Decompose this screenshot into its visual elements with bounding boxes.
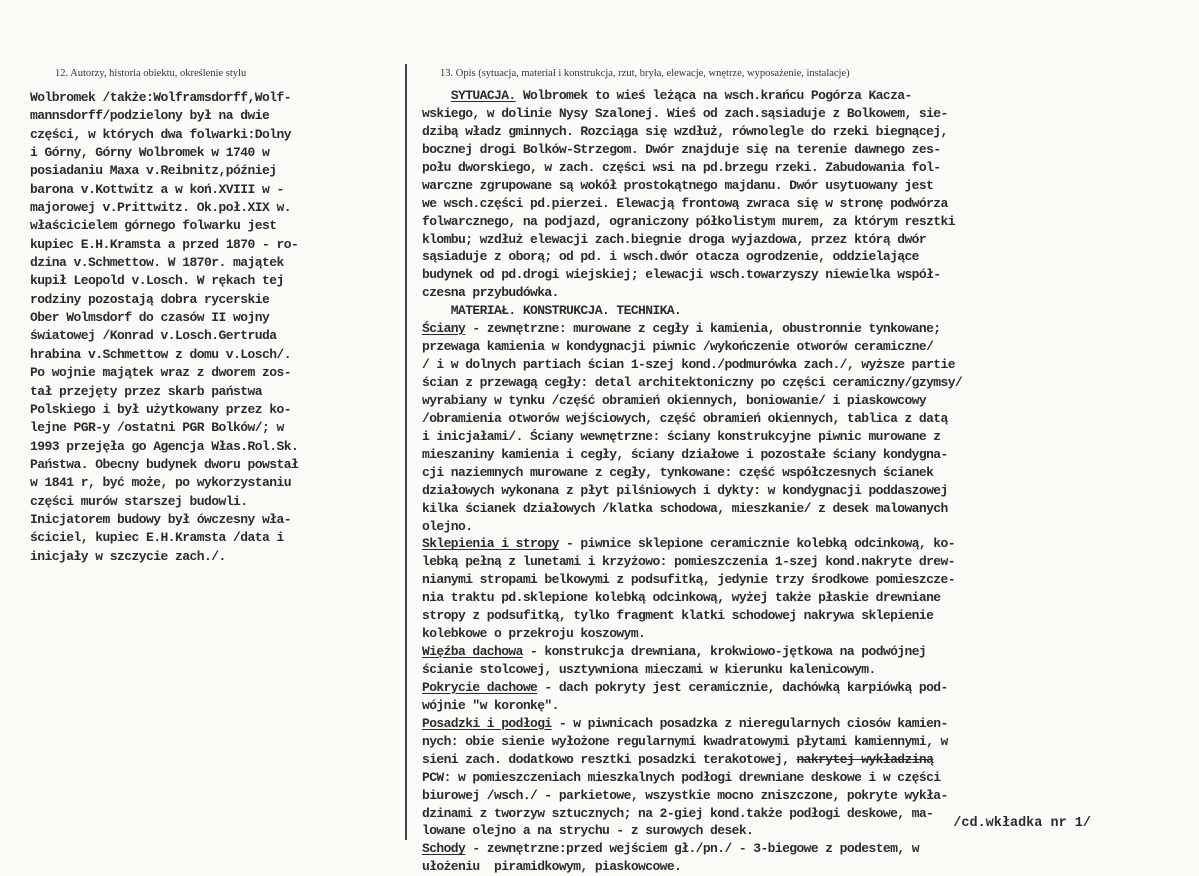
history-line: światowej /Konrad v.Losch.Gertruda	[30, 328, 277, 344]
description-line	[422, 284, 1194, 302]
text-segment: bocznej drogi Bolków-Strzegom. Dwór znajduje się na terenie dawnego zes-	[422, 141, 941, 157]
text-segment: - zewnętrzne: murowane z cegły i kamienia, obustronnie tynkowane;	[465, 321, 941, 337]
section-label: Ściany	[422, 321, 466, 337]
section-12-heading: 12. Autorzy, historia obiektu, określenie stylu	[55, 68, 247, 79]
description-line	[422, 87, 1194, 105]
text-segment: - zewnętrzne:przed wejściem gł./pn./ - 3-biegowe z podestem, w	[465, 841, 919, 857]
text-segment: cji naziemnych murowane z cegły, tynkowane: część współczesnych ścianek	[422, 464, 934, 480]
text-segment: - konstrukcja drewniana, krokwiowo-jętkowa na podwójnej	[522, 644, 927, 660]
description-line	[422, 213, 1194, 231]
history-line: mannsdorff/podzielony był na dwie	[30, 108, 270, 124]
history-line: hrabina v.Schmettow z domu v.Losch/.	[30, 346, 292, 362]
description-line	[422, 661, 1194, 679]
description-line	[422, 482, 1194, 500]
text-segment: ścianie stolcowej, usztywniona mieczami w kierunku kalenicowym.	[422, 662, 876, 677]
description-line	[422, 248, 1194, 266]
text-segment: czesna przybudówka.	[422, 285, 559, 301]
text-segment: mieszaniny kamienia i cegły, ściany działowe i pozostałe ściany kondygna-	[422, 446, 948, 462]
history-line: właścicielem górnego folwarku jest	[30, 218, 277, 234]
history-line: posiadaniu Maxa v.Reibnitz,później	[30, 163, 277, 179]
history-line: lejne PGR-y /ostatni PGR Bolków/; w	[30, 420, 284, 436]
history-line: majorowej v.Prittwitz. Ok.poł.XIX w.	[30, 200, 292, 216]
history-line: barona v.Kottwitz a w koń.XVIII w -	[30, 181, 284, 197]
text-segment: - dach pokryty jest ceramicznie, dachówką karpiówką pod-	[537, 679, 948, 695]
text-segment: wójnie "w koronkę".	[422, 697, 559, 713]
text-segment: kolebkowe o przekroju koszowym.	[422, 626, 646, 642]
history-line: i Górny, Górny Wolbromek w 1740 w	[30, 145, 270, 161]
history-line: Państwa. Obecny budynek dworu powstał	[30, 456, 299, 472]
description-line	[422, 266, 1194, 284]
description-column	[422, 87, 1194, 876]
description-line	[422, 553, 1194, 571]
history-line: Po wojnie majątek wraz z dworem zos-	[30, 365, 292, 381]
text-segment: dzinami z tworzyw sztucznych; na 2-giej kond.także podłogi deskowe, ma-	[422, 805, 934, 821]
history-line: Ober Wolmsdorf do czasów II wojny	[30, 310, 270, 326]
description-line	[422, 589, 1194, 607]
history-line: Polskiego i był użytkowany przez ko-	[30, 401, 292, 417]
description-line	[422, 535, 1194, 553]
section-label: Schody	[422, 841, 466, 857]
history-line: części, w których dwa folwarki:Dolny	[30, 126, 292, 142]
continuation-note: /cd.wkładka nr 1/	[953, 816, 1091, 831]
description-line	[422, 231, 1194, 249]
description-line	[422, 302, 1194, 320]
description-line	[422, 643, 1194, 661]
text-segment: ścian z przewagą cegły: detal architektoniczny po części ceramiczny/gzymsy/	[422, 375, 963, 390]
text-segment: budynek od pd.drogi wiejskiej; elewacji wsch.towarzyszy niewielka współ-	[422, 267, 941, 283]
text-segment: sąsiaduje z oborą; od pd. i wsch.dwór otacza ogrodzenie, oddzielające	[422, 249, 919, 265]
description-line	[422, 751, 1194, 769]
text-segment	[422, 88, 451, 103]
description-line	[422, 159, 1194, 177]
text-segment: wskiego, w dolinie Nysy Szalonej. Wieś od zach.sąsiaduje z Bolkowem, sie-	[422, 105, 948, 121]
description-line	[422, 625, 1194, 643]
history-line: inicjały w szczycie zach./.	[30, 548, 226, 564]
history-line: kupił Leopold v.Losch. W rękach tej	[30, 273, 284, 289]
text-segment: - w piwnicach posadzka z nieregularnych ciosów kamien-	[551, 715, 948, 731]
description-line	[422, 392, 1194, 410]
text-segment: nianymi stropami belkowymi z podsufitką, jedynie trzy środkowe pomieszcze-	[422, 572, 955, 588]
description-line	[422, 177, 1194, 195]
text-segment: Wolbromek to wieś leżąca na wsch.krańcu Pogórza Kacza-	[515, 88, 912, 103]
text-segment: połu dworskiego, w zach. części wsi na pd.brzegu rzeki. Zabudowania fol-	[422, 159, 941, 175]
text-segment: sieni zach. dodatkowo resztki posadzki terakotowej,	[422, 751, 797, 767]
text-segment: lebką pełną z lunetami i krzyżowo: pomieszczenia 1-szej kond.nakryte drew-	[422, 554, 955, 570]
text-segment: działowych wykonana z płyt pilśniowych i dykty: w kondygnacji poddaszowej	[422, 482, 948, 498]
text-segment: we wsch.części pd.pierzei. Elewacją frontową zwraca się w stronę podwórza	[422, 195, 948, 211]
text-segment: MATERIAŁ. KONSTRUKCJA. TECHNIKA.	[422, 303, 682, 319]
text-segment: i inicjałami/. Ściany wewnętrzne: ściany konstrukcyjne piwnic murowane z	[422, 428, 941, 444]
description-line	[422, 679, 1194, 697]
description-line	[422, 374, 1194, 392]
text-segment: folwarcznego, na podjazd, ograniczony półkolistym murem, za którym resztki	[422, 213, 955, 229]
text-segment: /obramienia otworów wejściowych, część obramień okiennych, tablica z datą	[422, 410, 948, 426]
description-line	[422, 428, 1194, 446]
description-line	[422, 858, 1194, 876]
text-segment: - piwnice sklepione ceramicznie kolebką odcinkową, ko-	[558, 536, 955, 552]
text-segment: warczne zgrupowane są wokół prostokątnego majdanu. Dwór usytuowany jest	[422, 177, 934, 193]
text-segment: stropy z podsufitką, tylko fragment klatki schodowej nakrywa sklepienie	[422, 608, 934, 624]
description-line	[422, 769, 1194, 787]
section-label: Posadzki i podłogi	[422, 715, 552, 731]
text-segment: olejno.	[422, 518, 473, 534]
column-divider	[405, 64, 407, 840]
history-line: Inicjatorem budowy był ówczesny wła-	[30, 511, 292, 527]
text-segment: dzibą władz gminnych. Rozciąga się wzdłuż, równolegle do rzeki biegnącej,	[422, 123, 948, 139]
history-line: dzina v.Schmettow. W 1870r. majątek	[30, 255, 284, 271]
history-line: tał przejęty przez skarb państwa	[30, 383, 263, 399]
text-segment: PCW: w pomieszczeniach mieszkalnych podłogi drewniane deskowe i w części	[422, 769, 941, 785]
description-line	[422, 715, 1194, 733]
section-label: SYTUACJA.	[450, 88, 516, 103]
description-line	[422, 195, 1194, 213]
description-line	[422, 607, 1194, 625]
history-column	[30, 89, 402, 566]
description-line	[422, 356, 1194, 374]
description-line	[422, 141, 1194, 159]
history-line: ściciel, kupiec E.H.Kramsta /data i	[30, 530, 284, 546]
text-segment: / i w dolnych partiach ścian 1-szej kond./podmurówka zach./, wyższe partie	[422, 357, 955, 373]
description-line	[422, 840, 1194, 858]
history-line: kupiec E.H.Kramsta a przed 1870 - ro-	[30, 236, 299, 252]
description-line	[422, 518, 1194, 536]
text-segment: kilka ścianek działowych /klatka schodowa, mieszkanie/ z desek malowanych	[422, 500, 948, 516]
description-line	[422, 446, 1194, 464]
history-line: części murów starszej budowli.	[30, 493, 248, 509]
history-line: 1993 przejęła go Agencja Włas.Rol.Sk.	[30, 438, 299, 454]
description-line	[422, 123, 1194, 141]
history-line: rodziny pozostają dobra rycerskie	[30, 291, 270, 307]
text-segment: przewaga kamienia w kondygnacji piwnic /wykończenie otworów ceramiczne/	[422, 339, 934, 355]
text-segment: biurowej /wsch./ - parkietowe, wszystkie mocno zniszczone, pokryte wykła-	[422, 787, 948, 803]
text-segment: nia traktu pd.sklepione kolebką odcinkową, wyżej także płaskie drewniane	[422, 590, 941, 606]
description-line	[422, 338, 1194, 356]
description-line	[422, 787, 1194, 805]
section-label: Sklepienia i stropy	[422, 536, 559, 552]
description-line	[422, 105, 1194, 123]
section-label: Więźba dachowa	[422, 644, 523, 660]
description-line	[422, 733, 1194, 751]
description-line	[422, 697, 1194, 715]
text-segment: ułożeniu piramidkowym, piaskowcowe.	[422, 859, 682, 875]
description-line	[422, 500, 1194, 518]
description-line	[422, 410, 1194, 428]
description-line	[422, 464, 1194, 482]
text-segment: lowane olejno a na strychu - z surowych desek.	[422, 823, 754, 839]
text-segment: wyrabiany w tynku /część obramień okiennych, boniowanie/ i piaskowcowy	[422, 392, 927, 408]
section-13-heading: 13. Opis (sytuacja, materiał i konstrukcja, rzut, bryła, elewacje, wnętrze, wyposażenie, instalacje)	[440, 68, 850, 79]
text-segment: nych: obie sienie wyłożone regularnymi kwadratowymi płytami kamiennymi, w	[422, 733, 948, 749]
description-line	[422, 320, 1194, 338]
section-label: Pokrycie dachowe	[422, 679, 538, 695]
history-line: Wolbromek /także:Wolframsdorff,Wolf-	[30, 90, 292, 105]
history-line: w 1841 r, być może, po wykorzystaniu	[30, 475, 292, 491]
struck-text: nakrytej wykładziną	[796, 751, 934, 767]
text-segment: klombu; wzdłuż elewacji zach.biegnie droga wyjazdowa, przez którą dwór	[422, 231, 927, 247]
description-line	[422, 571, 1194, 589]
